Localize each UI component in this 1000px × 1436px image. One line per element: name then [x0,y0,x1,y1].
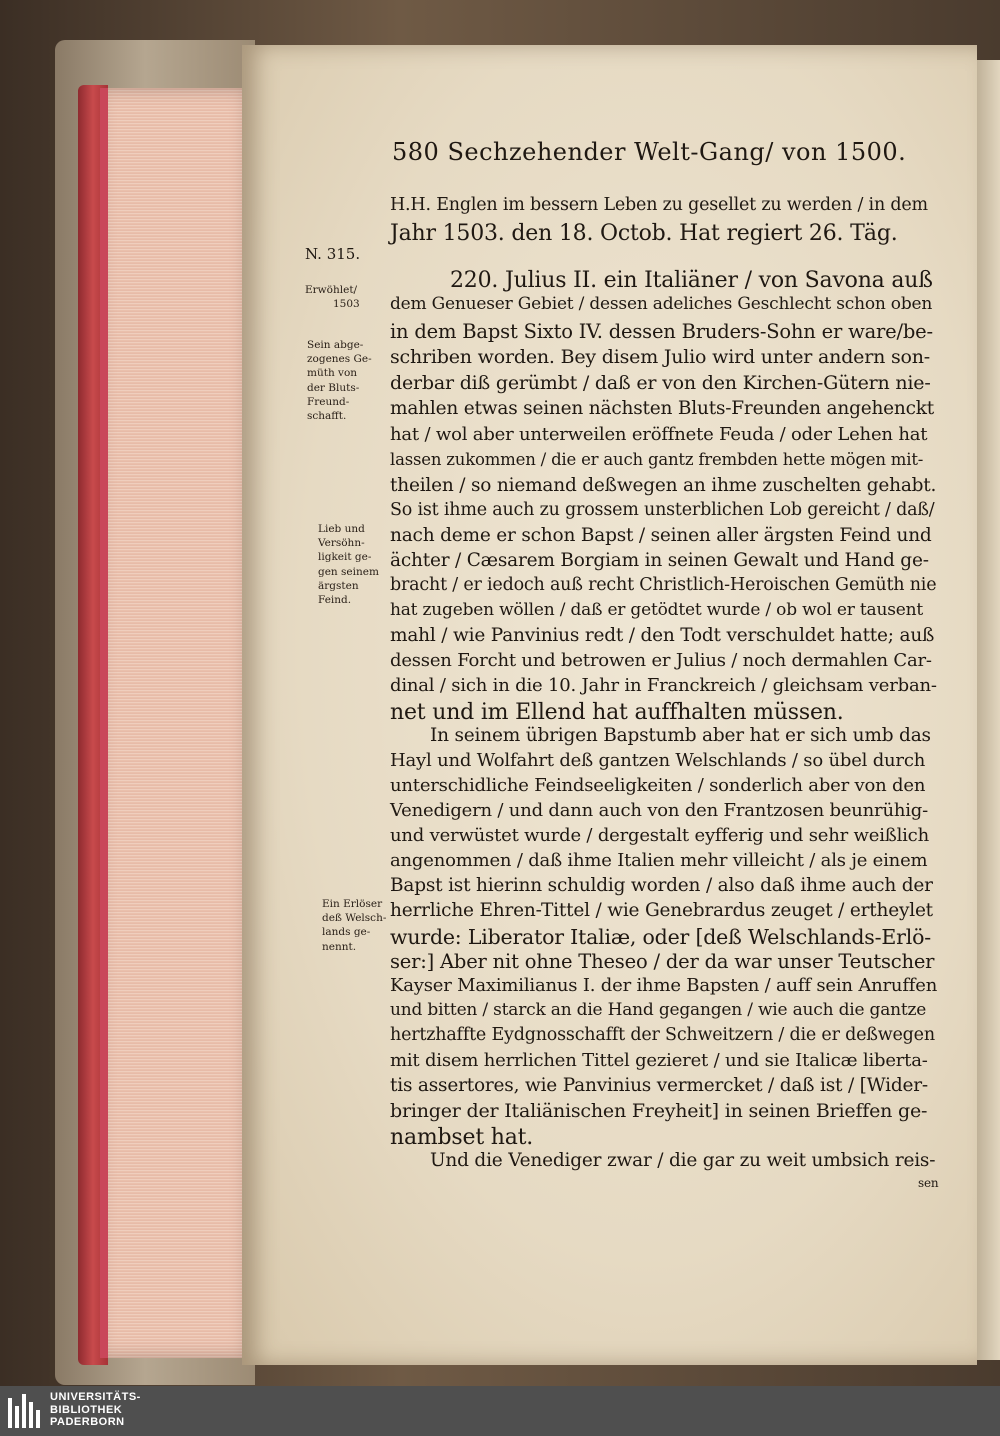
text-line: lassen zukommen / die er auch gantz frembden hette mögen mit- [390,450,924,469]
text-line: ächter / Cæsarem Borgiam in seinen Gewalt und Hand ge- [390,550,929,571]
text-line: mahl / wie Panvinius redt / den Todt verschuldet hatte; auß [390,625,935,646]
text-line: hertzhaffte Eydgnosschafft der Schweitzern / die er deßwegen [390,1025,935,1045]
text-line: herrliche Ehren-Tittel / wie Genebrardus zeuget / ertheylet [390,900,933,921]
text-line: net und im Ellend hat auffhalten müssen. [390,700,844,725]
margin-note: Ein Erlöser deß Welsch- lands ge- nennt. [322,898,387,953]
text-line: nach deme er schon Bapst / seinen aller ärgsten Feind und [390,525,932,546]
text-line: Jahr 1503. den 18. Octob. Hat regiert 26. Täg. [390,221,898,246]
text-line: Und die Venediger zwar / die gar zu weit umbsich reis- [430,1150,936,1171]
text-line: nambset hat. [390,1125,534,1150]
text-line: 220. Julius II. ein Italiäner / von Savona auß [450,268,933,293]
text-line: hat / wol aber unterweilen eröffnete Feuda / oder Lehen hat [390,424,928,445]
text-line: sen [918,1176,939,1190]
text-line: bracht / er iedoch auß recht Christlich-Heroischen Gemüth nie [390,575,937,595]
library-logo-icon [8,1394,42,1428]
text-line: dinal / sich in die 10. Jahr in Franckreich / gleichsam verban- [390,675,937,696]
text-line: So ist ihme auch zu grossem unsterblichen Lob gereicht / daß/ [390,500,935,520]
text-line: und verwüstet wurde / dergestalt eyfferig und sehr weißlich [390,825,929,846]
margin-note: Lieb und Versöhn- ligkeit ge- gen seinem ärgsten Feind. [318,523,379,606]
text-line: hat zugeben wöllen / daß er getödtet wurde / ob wol er tausent [390,600,923,620]
page-edges [100,88,258,1358]
facing-page-edge [975,60,1000,1360]
library-name: UNIVERSITÄTS- BIBLIOTHEK PADERBORN [50,1391,141,1429]
text-line: angenommen / daß ihme Italien mehr villeicht / als je einem [390,850,928,871]
margin-note: Sein abge- zogenes Ge- müth von der Bluts- Freund- schafft. [307,339,372,422]
running-header: 580 Sechzehender Welt-Gang/ von 1500. [392,138,907,166]
text-line: Bapst ist hierinn schuldig worden / also daß ihme auch der [390,875,933,896]
text-line: ser:] Aber nit ohne Theseo / der da war unser Teutscher [390,950,935,973]
library-footer [0,1386,1000,1436]
text-line: unterschidliche Feindseeligkeiten / sonderlich aber von den [390,775,926,796]
text-line: in dem Bapst Sixto IV. dessen Bruders-Sohn er ware/be- [390,320,933,343]
text-line: dessen Forcht und betrowen er Julius / noch dermahlen Car- [390,650,932,671]
text-line: In seinem übrigen Bapstumb aber hat er sich umb das [430,725,931,746]
text-line: bringer der Italiänischen Freyheit] in seinen Brieffen ge- [390,1100,928,1122]
text-line: Hayl und Wolfahrt deß gantzen Welschlands / so übel durch [390,750,926,771]
text-line: mahlen etwas seinen nächsten Bluts-Freunden angehenckt [390,398,935,419]
text-line: dem Genueser Gebiet / dessen adeliches Geschlecht schon oben [390,294,933,314]
text-line: schriben worden. Bey disem Julio wird unter andern son- [390,346,931,368]
text-line: und bitten / starck an die Hand gegangen / wie auch die gantze [390,1000,927,1020]
text-line: mit disem herrlichen Tittel gezieret / und sie Italicæ liberta- [390,1050,928,1071]
text-line: Venedigern / und dann auch von den Frantzosen beunrühig- [390,800,929,821]
text-line: H.H. Englen im bessern Leben zu gesellet zu werden / in dem [390,195,928,215]
margin-note: Erwöhlet/ 1503 [305,284,360,311]
text-line: tis assertores, wie Panvinius vermercket / daß ist / [Wider- [390,1075,928,1096]
text-line: derbar diß gerümbt / daß er von den Kirchen-Gütern nie- [390,372,931,394]
text-line: theilen / so niemand deßwegen an ihme zuschelten gehabt. [390,475,937,496]
page-marker: N. 315. [305,245,361,263]
text-line: Kayser Maximilianus I. der ihme Bapsten / auff sein Anruffen [390,975,938,996]
text-line: wurde: Liberator Italiæ, oder [deß Welschlands-Erlö- [390,925,931,949]
